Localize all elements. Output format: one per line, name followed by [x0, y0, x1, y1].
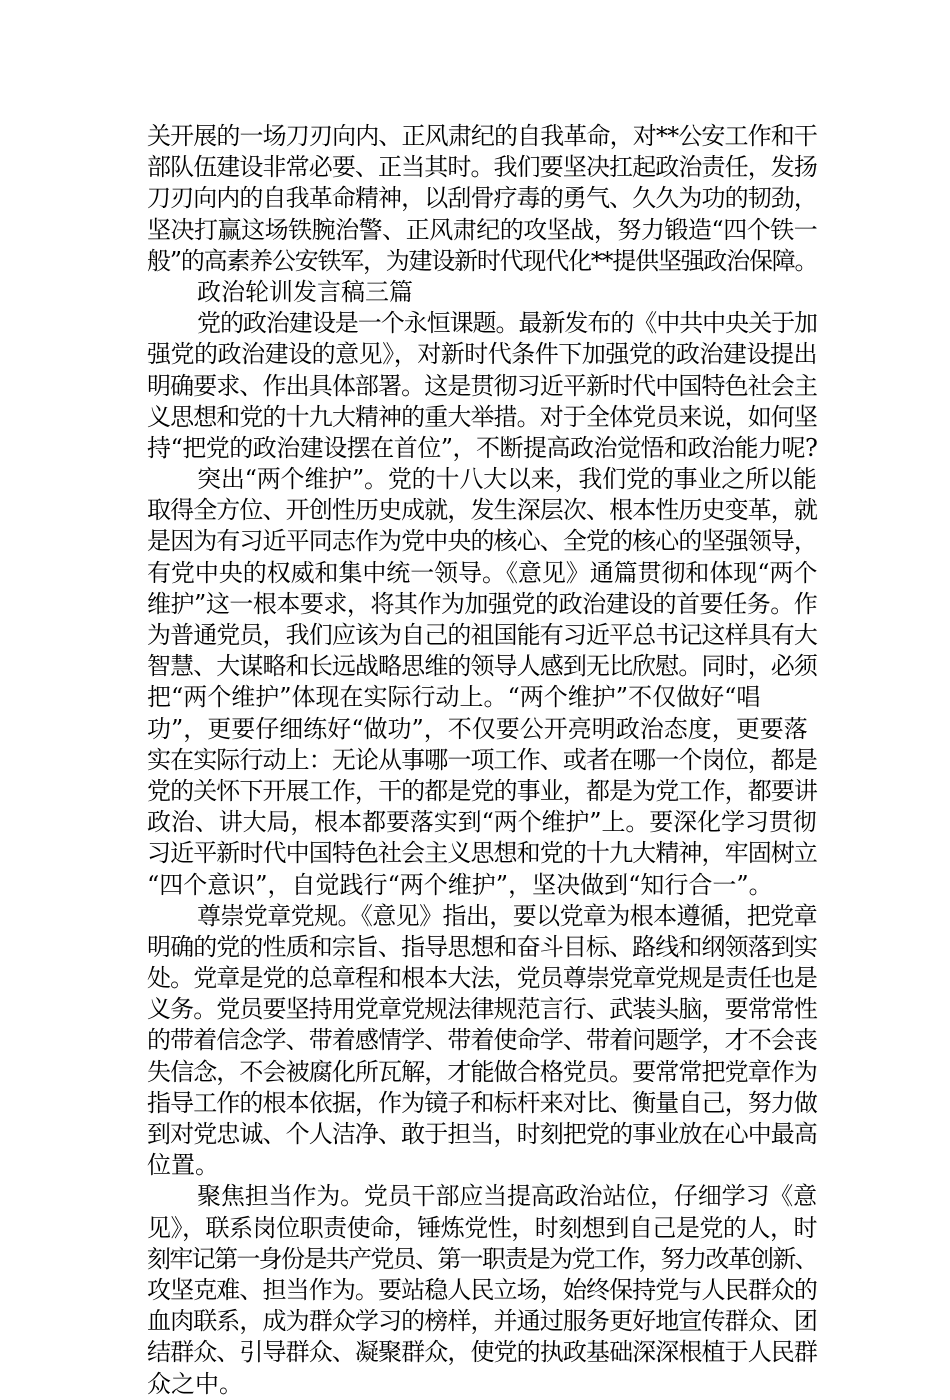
text-line: 指导工作的根本依据，作为镜子和标杆来对比、衡量自己，努力做 [147, 1088, 817, 1117]
text-line: 聚焦担当作为。党员干部应当提高政治站位，仔细学习《意 [197, 1182, 817, 1211]
text-line: 党的政治建设是一个永恒课题。最新发布的《中共中央关于加 [197, 309, 817, 338]
text-line: 取得全方位、开创性历史成就，发生深层次、根本性历史变革，就 [147, 496, 817, 525]
text-line: 的带着信念学、带着感情学、带着使命学、带着问题学，才不会丧 [147, 1026, 817, 1055]
text-line: 众之中。 [147, 1369, 243, 1398]
paragraph [147, 121, 817, 277]
text-line: 位置。 [147, 1151, 219, 1180]
text-line: 为普通党员，我们应该为自己的祖国能有习近平总书记这样具有大 [147, 621, 817, 649]
text-line: 到对党忠诚、个人洁净、敢于担当，时刻把党的事业放在心中最高 [147, 1120, 817, 1148]
text-line: 坚决打赢这场铁腕治警、正风肃纪的攻坚战，努力锻造“四个铁一 [147, 215, 818, 244]
text-line: 义思想和党的十九大精神的重大举措。对于全体党员来说，如何坚 [147, 402, 817, 431]
text-line: 处。党章是党的总章程和根本大法，党员尊崇党章党规是责任也是 [147, 964, 817, 993]
text-line: 强党的政治建设的意见》，对新时代条件下加强党的政治建设提出 [147, 340, 817, 369]
text-line: 实在实际行动上：无论从事哪一项工作、或者在哪一个岗位，都是 [147, 745, 817, 774]
text-line: 血肉联系，成为群众学习的榜样，并通过服务更好地宣传群众、团 [147, 1307, 817, 1336]
text-line: 关开展的一场刀刃向内、正风肃纪的自我革命，对**公安工作和干 [147, 122, 817, 150]
text-line: 持“把党的政治建设摆在首位”，不断提高政治觉悟和政治能力呢? [147, 433, 818, 462]
text-line: 见》，联系岗位职责使命，锤炼党性，时刻想到自己是党的人，时 [147, 1213, 817, 1242]
text-line: 结群众、引导群众、凝聚群众，使党的执政基础深深根植于人民群 [147, 1338, 817, 1367]
text-line: 政治轮训发言稿三篇 [197, 277, 413, 306]
section-title [147, 277, 817, 308]
text-line: “四个意识”，自觉践行“两个维护”，坚决做到“知行合一”。 [147, 870, 773, 899]
document-page [147, 121, 817, 1400]
text-line: 义务。党员要坚持用党章党规法律规范言行、武装头脑，要常常性 [147, 995, 817, 1024]
text-line: 刀刃向内的自我革命精神，以刮骨疗毒的勇气、久久为功的韧劲， [147, 184, 817, 213]
text-line: 功”，更要仔细练好“做功”，不仅要公开亮明政治态度，更要落 [147, 714, 808, 743]
text-line: 突出“两个维护”。党的十八大以来，我们党的事业之所以能 [197, 465, 817, 494]
text-line: 部队伍建设非常必要、正当其时。我们要坚决扛起政治责任，发扬 [147, 153, 817, 182]
paragraph [147, 1181, 817, 1399]
text-line: 是因为有习近平同志作为党中央的核心、全党的核心的坚强领导， [147, 527, 817, 556]
text-line: 维护”这一根本要求，将其作为加强党的政治建设的首要任务。作 [147, 589, 818, 618]
text-line: 般”的高素养公安铁军，为建设新时代现代化**提供坚强政治保障。 [147, 246, 818, 275]
text-line: 把“两个维护”体现在实际行动上。“两个维护”不仅做好“唱 [147, 683, 761, 712]
text-line: 智慧、大谋略和长远战略思维的领导人感到无比欣慰。同时，必须 [147, 652, 817, 681]
text-line: 有党中央的权威和集中统一领导。《意见》通篇贯彻和体现“两个 [147, 558, 818, 587]
text-line: 刻牢记第一身份是共产党员、第一职责是为党工作，努力改革创新、 [147, 1244, 817, 1273]
text-line: 失信念，不会被腐化所瓦解，才能做合格党员。要常常把党章作为 [147, 1057, 817, 1086]
text-line: 习近平新时代中国特色社会主义思想和党的十九大精神，牢固树立 [147, 839, 817, 868]
text-line: 党的关怀下开展工作，干的都是党的事业，都是为党工作，都要讲 [147, 776, 817, 805]
text-line: 政治、讲大局，根本都要落实到“两个维护”上。要深化学习贯彻 [147, 808, 817, 837]
paragraph [147, 901, 817, 1182]
text-line: 尊崇党章党规。《意见》指出，要以党章为根本遵循，把党章 [197, 901, 817, 930]
paragraph [147, 464, 817, 901]
paragraph [147, 308, 817, 464]
text-line: 攻坚克难、担当作为。要站稳人民立场，始终保持党与人民群众的 [147, 1275, 817, 1304]
text-line: 明确的党的性质和宗旨、指导思想和奋斗目标、路线和纲领落到实 [147, 932, 817, 961]
text-line: 明确要求、作出具体部署。这是贯彻习近平新时代中国特色社会主 [147, 371, 817, 400]
